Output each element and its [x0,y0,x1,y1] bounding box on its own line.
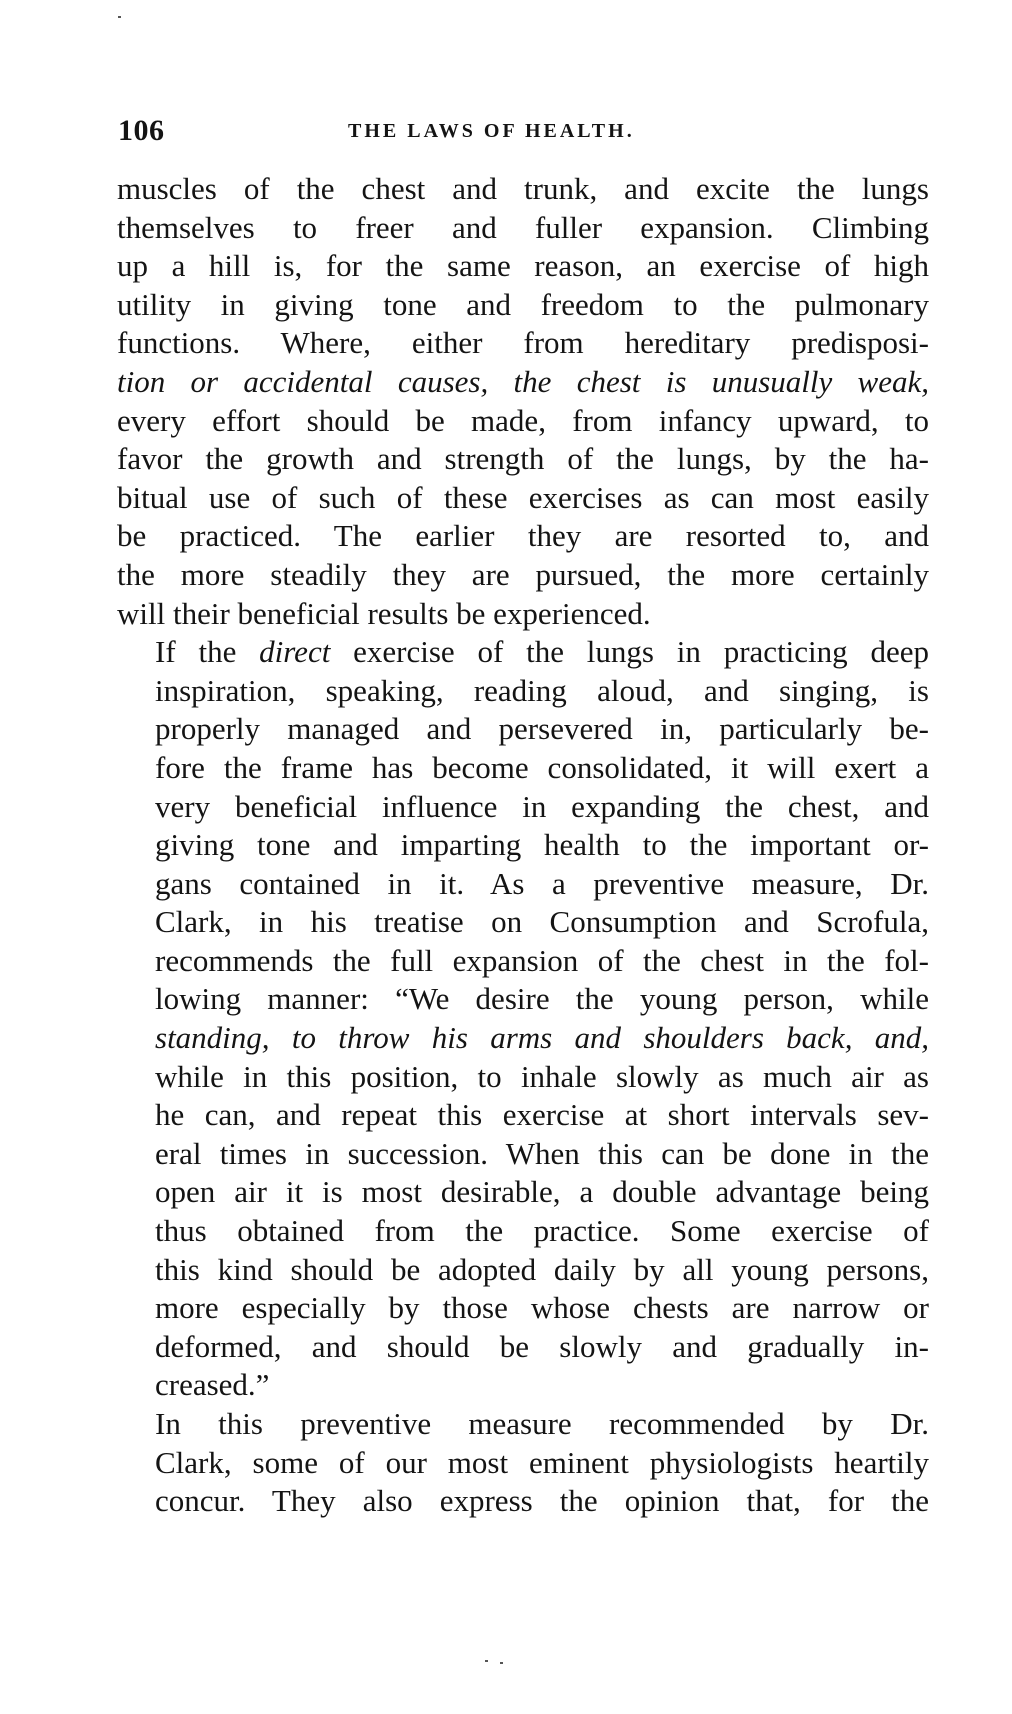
italic-text: standing, to throw his arms and shoulders back, and, [155,1020,929,1056]
bottom-speck [485,1660,488,1662]
text-line: giving tone and imparting health to the important or- [155,827,929,863]
page-number: 106 [118,114,165,147]
paragraph-2 [117,633,929,1405]
text-line: utility in giving tone and freedom to the pulmonary [117,286,929,322]
text-line: creased.” [155,1367,270,1403]
text-line: more especially by those whose chests are narrow or [155,1290,929,1326]
body-text [117,170,929,1521]
text-line: fore the frame has become consolidated, it will exert a [155,749,929,785]
text-line: thus obtained from the practice. Some exercise of [155,1213,929,1249]
text-line: Clark, in his treatise on Consumption and Scrofula, [155,904,929,940]
text-line: muscles of the chest and trunk, and excite the lungs [117,171,929,206]
top-speck [118,16,121,18]
text-line: lowing manner: “We desire the young person, while [155,981,929,1017]
text-line: concur. They also express the opinion that, for the [155,1483,929,1519]
bottom-speck [500,1662,503,1664]
italic-text: direct [259,634,331,670]
text-line: favor the growth and strength of the lungs, by the ha- [117,441,929,477]
text-line: up a hill is, for the same reason, an exercise of high [117,248,929,284]
page-header [118,114,930,150]
text-line: recommends the full expansion of the chest in the fol- [155,942,929,978]
text-line: very beneficial influence in expanding the chest, and [155,788,929,824]
italic-text: tion or accidental causes, the chest is unusually weak, [117,363,929,399]
paragraph-3 [117,1405,929,1521]
text-line: Clark, some of our most eminent physiologists heartily [155,1444,929,1480]
running-head: THE LAWS OF HEALTH. [348,120,635,142]
text-line: the more steadily they are pursued, the more certainly [117,556,929,592]
text-line [117,1019,929,1058]
text-line: functions. Where, either from hereditary predisposi- [117,325,929,361]
text-line: In this preventive measure recommended by Dr. [155,1406,929,1441]
text-line: he can, and repeat this exercise at short intervals sev- [155,1097,929,1133]
text-line: gans contained in it. As a preventive measure, Dr. [155,865,929,901]
text-line: themselves to freer and fuller expansion. Climbing [117,209,929,245]
text-line: eral times in succession. When this can be done in the [155,1135,929,1171]
paragraph-1 [117,170,929,633]
text-line: inspiration, speaking, reading aloud, and singing, is [155,672,929,708]
text-line: will their beneficial results be experienced. [117,595,651,631]
text-line: If the direct exercise of the lungs in practicing deep [155,634,929,670]
text-line: bitual use of such of these exercises as can most easily [117,479,929,515]
text-line [117,363,929,402]
text-line: deformed, and should be slowly and gradually in- [155,1328,929,1364]
text-line: open air it is most desirable, a double advantage being [155,1174,929,1210]
text-line: every effort should be made, from infancy upward, to [117,402,929,438]
text-line: while in this position, to inhale slowly as much air as [155,1058,929,1094]
text-line: properly managed and persevered in, particularly be- [155,711,929,747]
text-line: be practiced. The earlier they are resorted to, and [117,518,929,554]
text-line: this kind should be adopted daily by all young persons, [155,1251,929,1287]
